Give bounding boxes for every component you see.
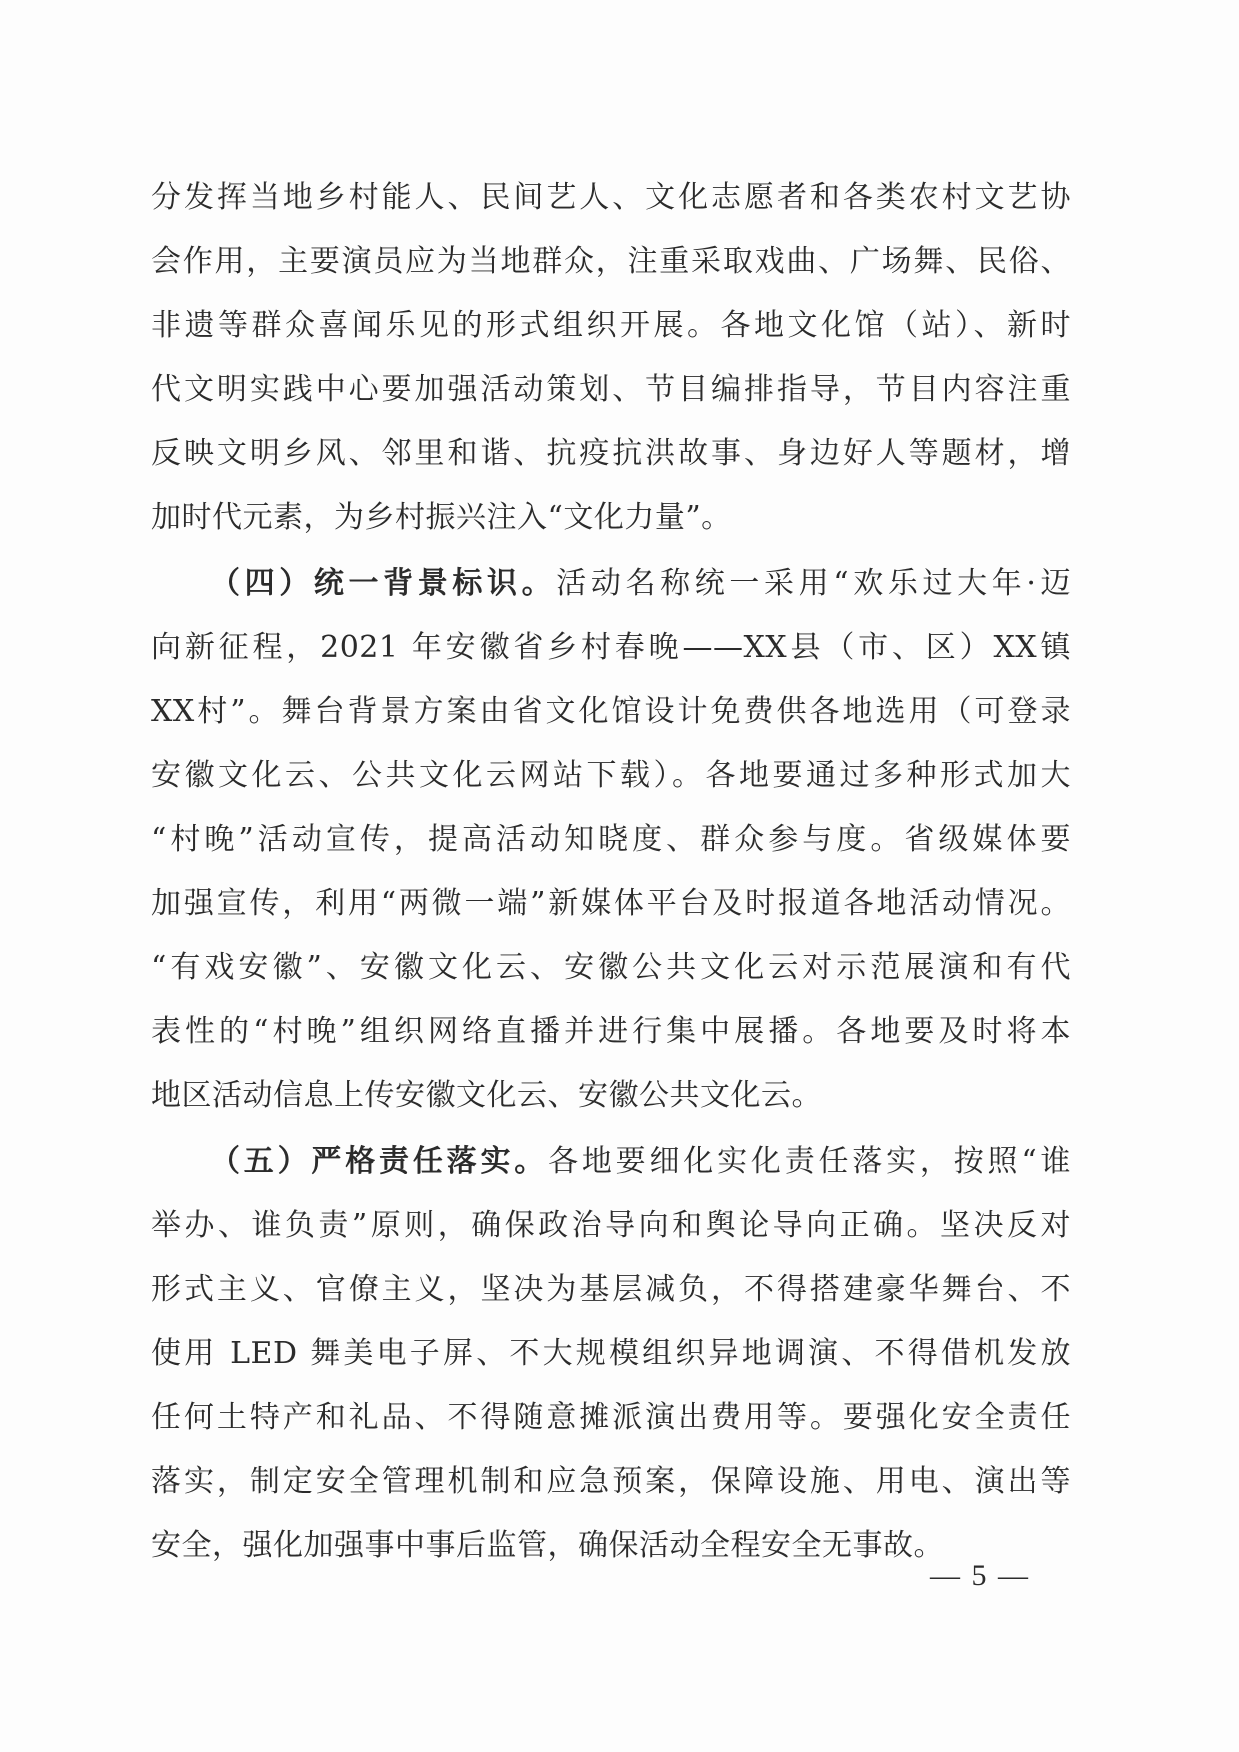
- page-number: — 5 —: [930, 1559, 1030, 1592]
- paragraph-line: 会作用，主要演员应为当地群众，注重采取戏曲、广场舞、民俗、: [151, 244, 1071, 279]
- paragraph-line: “有戏安徽”、安徽文化云、安徽公共文化云对示范展演和有代: [151, 950, 1071, 985]
- section-heading: （四）统一背景标识。: [210, 566, 557, 601]
- paragraph-line: 加强宣传，利用“两微一端”新媒体平台及时报道各地活动情况。: [151, 886, 1071, 921]
- paragraph-line: 落实，制定安全管理机制和应急预案，保障设施、用电、演出等: [151, 1464, 1071, 1499]
- section-five-first-line: [210, 1130, 1071, 1194]
- paragraph-line: 非遗等群众喜闻乐见的形式组织开展。各地文化馆（站）、新时: [151, 308, 1071, 343]
- paragraph-line: 安徽文化云、公共文化云网站下载）。各地要通过多种形式加大: [151, 758, 1071, 793]
- paragraph-line: 分发挥当地乡村能人、民间艺人、文化志愿者和各类农村文艺协: [151, 180, 1071, 215]
- paragraph-text: 各地要细化实化责任落实，按照“谁: [548, 1144, 1071, 1179]
- paragraph-line: 地区活动信息上传安徽文化云、安徽公共文化云。: [151, 1078, 822, 1113]
- paragraph-line: 向新征程，2021 年安徽省乡村春晚——XX县（市、区）XX镇: [151, 630, 1071, 665]
- paragraph-line: 使用 LED 舞美电子屏、不大规模组织异地调演、不得借机发放: [151, 1336, 1071, 1371]
- paragraph-line: 反映文明乡风、邻里和谐、抗疫抗洪故事、身边好人等题材，增: [151, 436, 1071, 471]
- paragraph-line: “村晚”活动宣传，提高活动知晓度、群众参与度。省级媒体要: [151, 822, 1071, 857]
- paragraph-line: 加时代元素，为乡村振兴注入“文化力量”。: [151, 500, 732, 535]
- paragraph-line: 表性的“村晚”组织网络直播并进行集中展播。各地要及时将本: [151, 1014, 1071, 1049]
- section-heading: （五）严格责任落实。: [210, 1144, 549, 1179]
- paragraph-line: 代文明实践中心要加强活动策划、节目编排指导，节目内容注重: [151, 372, 1071, 407]
- paragraph-text: 活动名称统一采用“欢乐过大年·迈: [556, 566, 1071, 601]
- paragraph-line: 举办、谁负责”原则，确保政治导向和舆论导向正确。坚决反对: [151, 1208, 1071, 1243]
- paragraph-line: XX村”。舞台背景方案由省文化馆设计免费供各地选用（可登录: [151, 694, 1071, 729]
- paragraph-line: 安全，强化加强事中事后监管，确保活动全程安全无事故。: [151, 1528, 944, 1563]
- paragraph-line: 形式主义、官僚主义，坚决为基层减负，不得搭建豪华舞台、不: [151, 1272, 1071, 1307]
- section-four-first-line: [210, 552, 1071, 616]
- paragraph-line: 任何土特产和礼品、不得随意摊派演出费用等。要强化安全责任: [151, 1400, 1071, 1435]
